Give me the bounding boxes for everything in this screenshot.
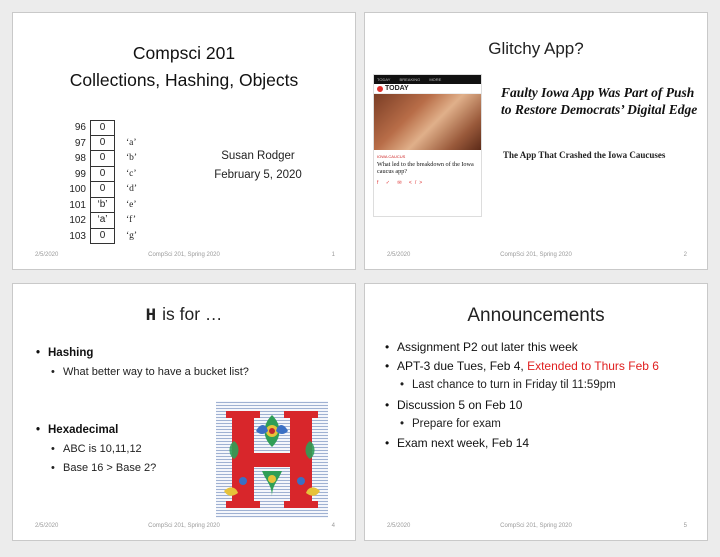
hash-cell: 0: [90, 136, 115, 152]
hash-label: ‘g’: [126, 230, 138, 241]
hash-label: ‘a’: [126, 137, 137, 148]
slide-1[interactable]: [12, 12, 356, 270]
footer-date: 2/5/2020: [35, 523, 59, 529]
news-app-screenshot: [373, 74, 482, 217]
newspaper-subheadline: The App That Crashed the Iowa Caucuses: [503, 150, 666, 160]
hash-cell: 0: [90, 182, 115, 198]
footer-page-number: 2: [683, 252, 687, 258]
slide-footer: [13, 523, 355, 533]
bullet-item: [397, 359, 659, 373]
title-code: H: [145, 306, 157, 326]
nav-item: TODAY: [377, 77, 391, 82]
hash-index: 96: [74, 122, 86, 133]
bullet-item: • Hexadecimal: [48, 424, 118, 436]
hash-cell: 0: [90, 229, 115, 245]
hash-cell: 0: [90, 120, 115, 136]
news-nav-bar: [374, 75, 481, 84]
slide-footer: [13, 252, 355, 262]
slide-2[interactable]: [364, 12, 708, 270]
footer-date: 2/5/2020: [387, 252, 411, 258]
slide-footer: [365, 252, 707, 262]
sub-bullet-item: • Base 16 > Base 2?: [63, 462, 156, 474]
hash-cell: 0: [90, 151, 115, 167]
hash-index: 99: [74, 168, 86, 180]
sub-bullet-item: • What better way to have a bucket list?: [63, 366, 249, 378]
hash-index: 101: [69, 199, 86, 211]
bullet-item: • Exam next week, Feb 14: [397, 436, 529, 450]
share-icons: f ✓ ✉ </>: [377, 180, 426, 186]
bullet-text: APT-3 due Tues, Feb 4,: [397, 359, 528, 373]
hash-cell: 0: [90, 167, 115, 183]
bullet-item: • Discussion 5 on Feb 10: [397, 398, 522, 412]
article-kicker: IOWA CAUCUS: [377, 154, 406, 159]
author-name: Susan Rodger: [221, 150, 295, 162]
bullet-item: • Hashing: [48, 347, 93, 359]
bullet-highlight-text: Extended to Thurs Feb 6: [527, 359, 659, 373]
nav-item: BREAKING: [399, 77, 421, 82]
slide-title: [13, 304, 355, 326]
hash-label: ‘f’: [126, 215, 137, 225]
footer-course: CompSci 201, Spring 2020: [500, 523, 572, 529]
hash-index: 102: [69, 215, 86, 226]
title-line-1: Compsci 201: [132, 43, 236, 63]
sub-bullet-item: • Last chance to turn in Friday til 11:59pm: [412, 379, 616, 391]
footer-date: 2/5/2020: [35, 252, 59, 258]
presentation-date: February 5, 2020: [214, 169, 302, 181]
footer-page-number: 1: [331, 252, 335, 258]
news-section-header: [374, 84, 481, 94]
hash-cell: ‘b’: [90, 198, 115, 214]
footer-course: CompSci 201, Spring 2020: [500, 252, 572, 258]
title-text: is for …: [162, 304, 223, 324]
hash-index: 100: [69, 184, 86, 195]
hash-label: ‘d’: [126, 184, 138, 194]
footer-course: CompSci 201, Spring 2020: [148, 523, 220, 529]
hash-cell: ‘a’: [90, 213, 115, 229]
sub-bullet-item: • Prepare for exam: [412, 418, 501, 430]
article-photo: [374, 94, 481, 150]
slide-title: [13, 40, 355, 94]
slide-title: Announcements: [467, 305, 605, 326]
hash-index: 97: [74, 137, 86, 149]
newspaper-headline: Faulty Iowa App Was Part of Push to Restore Democrats’ Digital Edge: [501, 85, 698, 117]
slide-title: Glitchy App?: [488, 39, 584, 58]
title-line-2: Collections, Hashing, Objects: [69, 70, 299, 90]
hash-label: ‘b’: [126, 153, 138, 163]
slide-footer: [365, 523, 707, 533]
footer-date: 2/5/2020: [387, 523, 411, 529]
bullet-item: • Assignment P2 out later this week: [397, 340, 578, 354]
illuminated-h-image: [216, 401, 328, 518]
hash-label: ‘c’: [126, 168, 137, 179]
hash-index: 103: [69, 230, 86, 242]
hash-label: ‘e’: [126, 199, 137, 210]
live-dot-icon: [377, 86, 383, 92]
footer-page-number: 5: [683, 523, 687, 529]
slide-3[interactable]: [12, 283, 356, 541]
hash-index: 98: [74, 153, 86, 164]
section-label: TODAY: [385, 85, 409, 92]
article-headline: What led to the breakdown of the Iowa caucus app?: [377, 161, 474, 175]
footer-course: CompSci 201, Spring 2020: [148, 252, 220, 258]
slide-4[interactable]: [364, 283, 708, 541]
footer-page-number: 4: [331, 523, 335, 529]
nav-item: MORE: [429, 77, 442, 82]
sub-bullet-item: • ABC is 10,11,12: [63, 443, 142, 455]
